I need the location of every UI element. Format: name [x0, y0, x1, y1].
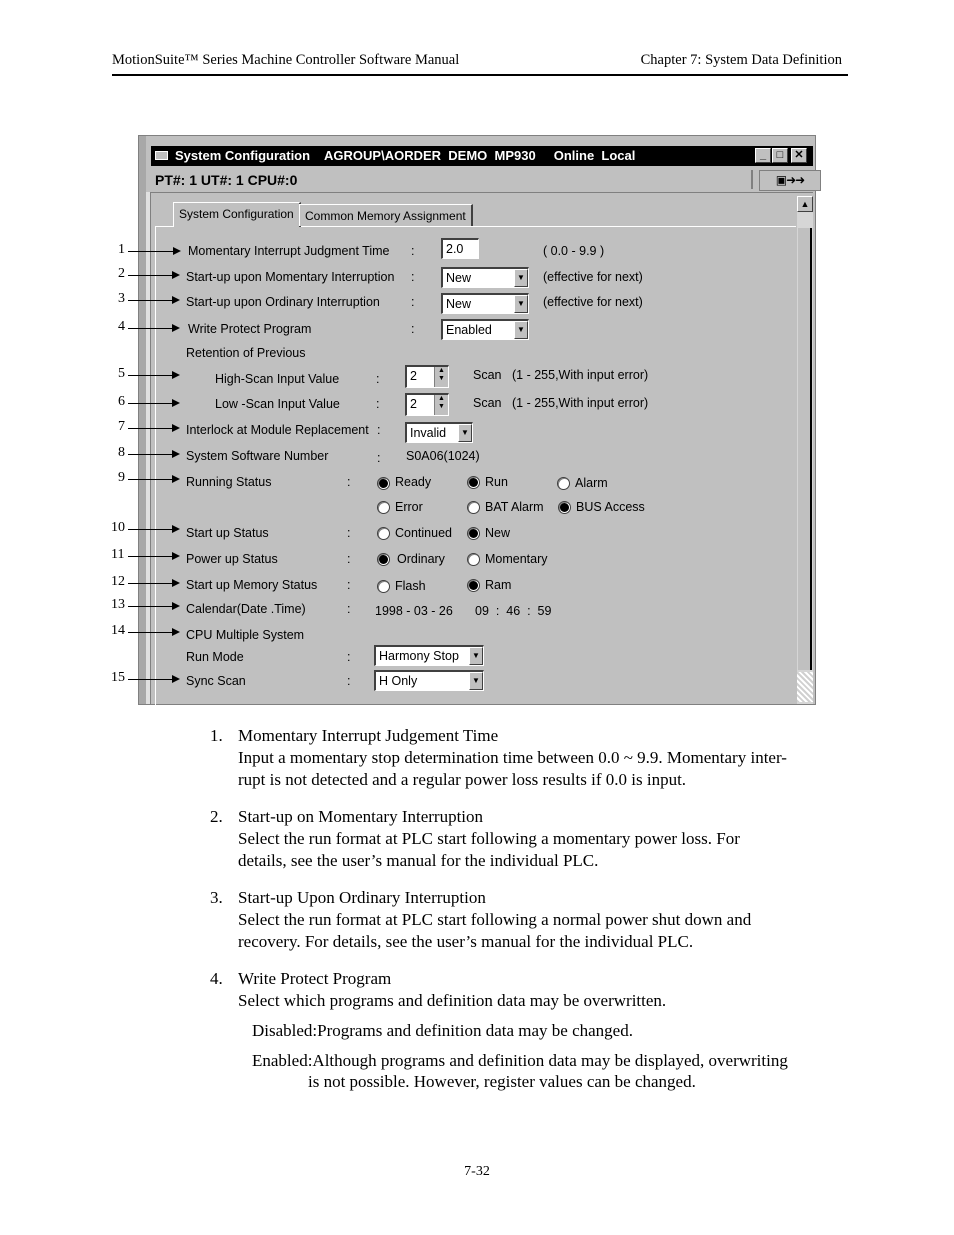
- path-text: PT#: 1 UT#: 1 CPU#:0: [155, 172, 298, 188]
- callout-arrow-icon: [128, 583, 178, 584]
- startup-ordinary-note: (effective for next): [543, 295, 643, 309]
- maximize-icon[interactable]: □: [772, 148, 788, 163]
- callout-3: 3: [118, 291, 125, 306]
- tab-common-memory-assignment[interactable]: Common Memory Assignment: [299, 204, 473, 226]
- status-run: Run: [485, 475, 508, 489]
- status-alarm: Alarm: [575, 476, 608, 490]
- running-header-title: MotionSuite™ Series Machine Controller Software Manual: [112, 52, 460, 68]
- label-memory-status: Start up Memory Status: [186, 578, 318, 592]
- callout-arrow-icon: [128, 403, 178, 404]
- chevron-down-icon[interactable]: ▼: [514, 295, 528, 313]
- header-rule: [112, 74, 848, 76]
- scroll-bottom-area: [797, 672, 813, 702]
- chevron-down-icon[interactable]: ▼: [458, 424, 472, 442]
- item-3-title: Start-up Upon Ordinary Interruption: [238, 888, 486, 907]
- item-4-line-1: Select which programs and definition data may be overwritten.: [238, 991, 667, 1010]
- callout-arrow-icon: [128, 428, 178, 429]
- item-2-title: Start-up on Momentary Interruption: [238, 807, 484, 826]
- left-frame: [146, 192, 151, 704]
- startup-new: New: [485, 526, 511, 540]
- colon: :: [347, 674, 351, 688]
- callout-arrow-icon: [128, 632, 178, 633]
- option-enabled-line-1: Enabled:Although programs and definition data may be displayed, overwriting: [252, 1051, 788, 1070]
- navigation-arrows-icon[interactable]: ▣➜➜: [759, 170, 821, 191]
- item-4-title: Write Protect Program: [238, 969, 392, 988]
- item-4-number: 4.: [210, 969, 223, 988]
- callout-12: 12: [111, 574, 125, 589]
- callout-arrow-icon: [128, 529, 178, 530]
- callout-arrow-icon: [128, 556, 178, 557]
- callout-5: 5: [118, 366, 125, 381]
- powerup-ordinary: Ordinary: [397, 552, 445, 566]
- window-outer-frame: [139, 136, 146, 704]
- calendar-date: 1998 - 03 - 26: [375, 604, 453, 618]
- startup-ordinary-value: New: [446, 297, 472, 311]
- sync-scan-value: H Only: [379, 674, 418, 688]
- colon: :: [411, 322, 415, 336]
- label-retention: Retention of Previous: [186, 346, 306, 360]
- label-software-number: System Software Number: [186, 449, 329, 463]
- colon: :: [347, 650, 351, 664]
- callout-11: 11: [111, 547, 125, 562]
- label-momentary-time: Momentary Interrupt Judgment Time: [188, 244, 390, 258]
- item-3-line-1: Select the run format at PLC start following a normal power shut down and: [238, 910, 752, 929]
- item-3-line-2: recovery. For details, see the user’s manual for the individual PLC.: [238, 932, 694, 951]
- scroll-up-icon[interactable]: ▲: [797, 196, 813, 212]
- memory-flash: Flash: [395, 579, 426, 593]
- momentary-time-range: ( 0.0 - 9.9 ): [543, 244, 605, 258]
- high-scan-stepper[interactable]: [405, 365, 449, 388]
- software-number-value: S0A06(1024): [406, 449, 480, 463]
- calendar-time: 09 : 46 : 59: [475, 604, 552, 618]
- callout-arrow-icon: [128, 251, 179, 252]
- item-1-number: 1.: [210, 726, 223, 745]
- callout-arrow-icon: [128, 300, 178, 301]
- label-calendar: Calendar(Date .Time): [186, 602, 306, 616]
- item-1-line-1: Input a momentary stop determination time between 0.0 ~ 9.9. Momentary inter-: [238, 748, 787, 767]
- powerup-momentary: Momentary: [485, 552, 548, 566]
- status-error: Error: [395, 500, 423, 514]
- startup-momentary-note: (effective for next): [543, 270, 643, 284]
- colon: :: [347, 552, 351, 566]
- label-low-scan: Low -Scan Input Value: [215, 397, 340, 411]
- colon: :: [377, 451, 381, 465]
- momentary-time-input[interactable]: 2.0: [441, 238, 479, 259]
- radio-continued: [377, 527, 390, 540]
- spin-arrows-icon[interactable]: ▲ ▼: [434, 395, 448, 415]
- colon: :: [377, 423, 381, 437]
- startup-ordinary-select[interactable]: [441, 293, 529, 314]
- callout-9: 9: [118, 470, 125, 485]
- item-1-title: Momentary Interrupt Judgement Time: [238, 726, 499, 745]
- label-interlock: Interlock at Module Replacement: [186, 423, 369, 437]
- item-3-number: 3.: [210, 888, 223, 907]
- low-scan-unit: Scan: [473, 396, 502, 410]
- chevron-down-icon[interactable]: ▼: [469, 647, 483, 665]
- status-ready: Ready: [395, 475, 432, 489]
- chevron-down-icon[interactable]: ▼: [514, 269, 528, 287]
- label-high-scan: High-Scan Input Value: [215, 372, 340, 386]
- colon: :: [376, 397, 380, 411]
- chevron-down-icon[interactable]: ▼: [469, 672, 483, 690]
- radio-bat-alarm: [467, 501, 480, 514]
- colon: :: [347, 475, 351, 489]
- vertical-scrollbar[interactable]: [797, 196, 813, 704]
- scroll-track[interactable]: [798, 228, 812, 670]
- colon: :: [376, 372, 380, 386]
- colon: :: [411, 244, 415, 258]
- item-2-line-2: details, see the user’s manual for the individual PLC.: [238, 851, 599, 870]
- callout-arrow-icon: [128, 454, 178, 455]
- option-disabled: Disabled:Programs and definition data may be changed.: [252, 1021, 633, 1040]
- window-title: System Configuration AGROUP\AORDER DEMO MP930 Online Local: [175, 148, 636, 163]
- label-running-status: Running Status: [186, 475, 272, 489]
- radio-ordinary: [377, 553, 390, 566]
- colon: :: [347, 602, 351, 616]
- item-1-line-2: rupt is not detected and a regular power loss results if 0.0 is input.: [238, 770, 687, 789]
- option-enabled-line-2: is not possible. However, register values can be changed.: [308, 1072, 696, 1091]
- interlock-value: Invalid: [410, 426, 447, 440]
- radio-alarm: [557, 477, 570, 490]
- callout-15: 15: [111, 670, 125, 685]
- radio-error: [377, 501, 390, 514]
- low-scan-value: 2: [410, 397, 417, 411]
- callout-14: 14: [111, 623, 125, 638]
- colon: :: [411, 270, 415, 284]
- label-run-mode: Run Mode: [186, 650, 244, 664]
- interlock-select[interactable]: [405, 422, 473, 443]
- radio-ready: [377, 477, 390, 490]
- label-powerup-status: Power up Status: [186, 552, 278, 566]
- callout-8: 8: [118, 445, 125, 460]
- minimize-icon[interactable]: _: [755, 148, 771, 163]
- spin-arrows-icon[interactable]: ▲ ▼: [434, 367, 448, 387]
- callout-arrow-icon: [128, 375, 178, 376]
- label-cpu-multiple: CPU Multiple System: [186, 628, 305, 642]
- running-header-chapter: Chapter 7: System Data Definition: [640, 52, 842, 68]
- callout-6: 6: [118, 394, 125, 409]
- callout-arrow-icon: [128, 679, 178, 680]
- close-icon[interactable]: ✕: [791, 148, 807, 163]
- radio-bus-access: [558, 501, 571, 514]
- label-write-protect: Write Protect Program: [188, 322, 312, 336]
- callout-arrow-icon: [128, 606, 178, 607]
- startup-momentary-value: New: [446, 271, 472, 285]
- item-2-line-1: Select the run format at PLC start following a momentary power loss. For: [238, 829, 740, 848]
- callout-10: 10: [111, 520, 125, 535]
- callout-2: 2: [118, 266, 125, 281]
- callout-arrow-icon: [128, 479, 178, 480]
- callout-arrow-icon: [128, 275, 178, 276]
- run-mode-select[interactable]: [374, 645, 484, 666]
- label-startup-ordinary: Start-up upon Ordinary Interruption: [186, 295, 380, 309]
- callout-7: 7: [118, 419, 125, 434]
- write-protect-select[interactable]: [441, 319, 529, 340]
- toolbar-separator: [751, 170, 753, 189]
- radio-momentary: [467, 553, 480, 566]
- radio-flash: [377, 580, 390, 593]
- memory-ram: Ram: [485, 578, 512, 592]
- label-sync-scan: Sync Scan: [186, 674, 246, 688]
- label-startup-momentary: Start-up upon Momentary Interruption: [186, 270, 395, 284]
- high-scan-value: 2: [410, 369, 417, 383]
- colon: :: [411, 295, 415, 309]
- item-2-number: 2.: [210, 807, 223, 826]
- low-scan-note: (1 - 255,With input error): [512, 396, 649, 410]
- startup-continued: Continued: [395, 526, 452, 540]
- window-titlebar[interactable]: [151, 146, 813, 166]
- colon: :: [347, 526, 351, 540]
- status-bat-alarm: BAT Alarm: [485, 500, 544, 514]
- low-scan-stepper[interactable]: [405, 393, 449, 416]
- callout-arrow-icon: [128, 328, 178, 329]
- run-mode-value: Harmony Stop: [379, 649, 459, 663]
- system-configuration-screenshot: [138, 135, 816, 705]
- colon: :: [347, 578, 351, 592]
- page-number: 7-32: [464, 1164, 490, 1179]
- write-protect-value: Enabled: [446, 323, 492, 337]
- path-bar: [151, 168, 813, 193]
- label-startup-status: Start up Status: [186, 526, 269, 540]
- status-bus-access: BUS Access: [576, 500, 645, 514]
- system-menu-icon[interactable]: [155, 151, 168, 160]
- high-scan-unit: Scan: [473, 368, 502, 382]
- high-scan-note: (1 - 255,With input error): [512, 368, 649, 382]
- radio-ram: [467, 579, 480, 592]
- callout-13: 13: [111, 597, 125, 612]
- radio-new: [467, 527, 480, 540]
- radio-run: [467, 476, 480, 489]
- callout-4: 4: [118, 319, 125, 334]
- tab-system-configuration[interactable]: System Configuration: [173, 202, 301, 227]
- sync-scan-select[interactable]: [374, 670, 484, 691]
- chevron-down-icon[interactable]: ▼: [514, 321, 528, 339]
- callout-1: 1: [118, 242, 125, 257]
- startup-momentary-select[interactable]: [441, 267, 529, 288]
